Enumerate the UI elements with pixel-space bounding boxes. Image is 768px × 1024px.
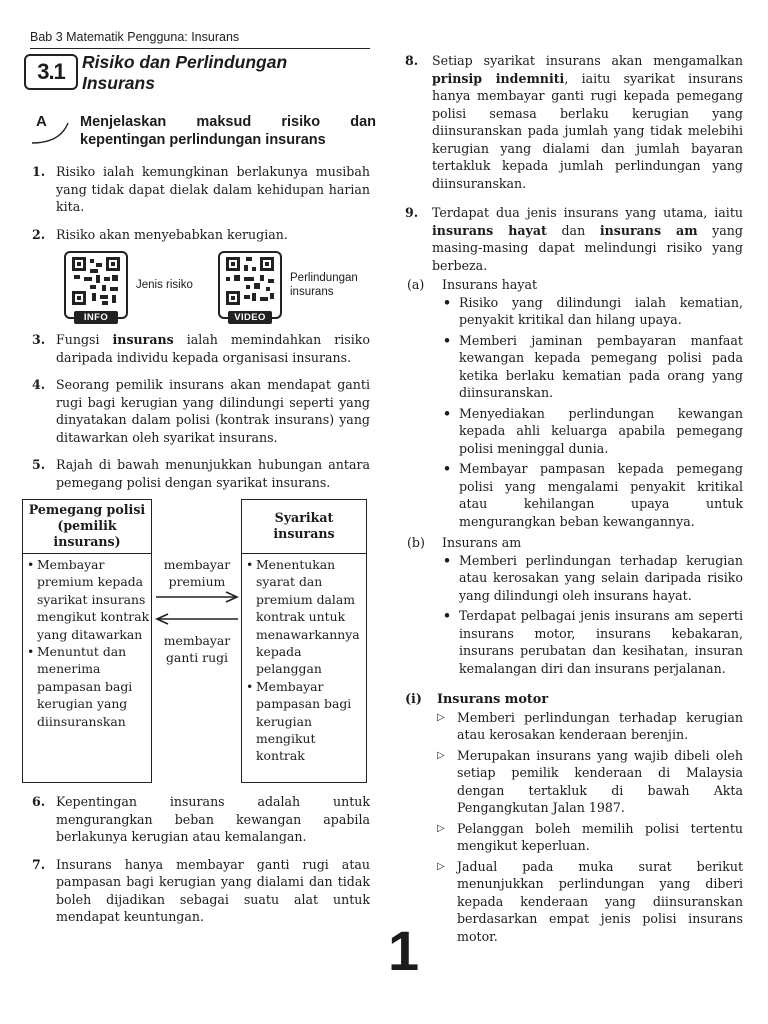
motor-point-text: Pelanggan boleh memilih polisi tertentu mengikut keperluan. bbox=[457, 820, 743, 853]
policyholder-body-box bbox=[22, 553, 152, 783]
qr-info-frame[interactable] bbox=[64, 251, 128, 323]
arrow-right-icon bbox=[154, 591, 240, 603]
item-number: 5. bbox=[32, 457, 46, 472]
item-text-post: ialah memindahkan risiko daripada individu kepada organisasi insurans. bbox=[56, 332, 371, 365]
bullet-item: • Memberi jaminan pembayaran manfaat kewangan kepada pemegang polisi pada ketika berlaku kematian pada orang yang diinsuranskan. bbox=[405, 332, 743, 402]
relationship-diagram bbox=[30, 499, 370, 783]
section-number-badge: 3.1 bbox=[24, 54, 78, 90]
item-number: 2. bbox=[32, 226, 46, 242]
qr-video-label bbox=[290, 271, 358, 299]
motor-point-text: Merupakan insurans yang wajib dibeli oleh setiap pemilik kenderaan di Malaysia dengan tertakluk di bawah Akta Pengangkutan Jalan 1987. bbox=[457, 747, 743, 815]
policyholder-title: Pemegang polisi (pemilik insurans) bbox=[28, 502, 146, 549]
bullet-item: • Menyediakan perlindungan kewangan kepada ahli keluarga apabila pemegang polisi meninggal dunia. bbox=[405, 405, 743, 458]
item-text: Risiko ialah kemungkinan berlakunya musibah yang tidak dapat dielak dalam kehidupan harian kita. bbox=[56, 164, 370, 214]
policyholder-bullet: • Membayar premium kepada syarikat insurans mengikut kontrak yang ditawarkan bbox=[27, 556, 151, 643]
list-item bbox=[30, 226, 370, 244]
item-text-bold: prinsip indemniti bbox=[432, 70, 565, 86]
insurer-title: Syarikat insurans bbox=[273, 510, 335, 541]
item-text-post: , iaitu syarikat insurans hanya membayar ganti rugi kepada pemegang polisi semasa berlaku kerugian yang diinsuranskan pada jumlah yang tidak melebihi kerugian yang dialami dan jumlah bayaran tertakluk kepada jumlah perlindungan yang diinsuranskan. bbox=[432, 70, 743, 191]
qr-code-icon bbox=[226, 257, 274, 305]
sub-label: Insurans am bbox=[442, 535, 522, 550]
item-number: 1. bbox=[32, 164, 46, 179]
triangle-bullet-icon: ▷ bbox=[437, 822, 445, 834]
sub-heading-b bbox=[405, 534, 743, 552]
policyholder-bullets bbox=[23, 554, 151, 730]
item-text-bold: insurans bbox=[112, 332, 174, 347]
chapter-header: Bab 3 Matematik Pengguna: Insurans bbox=[30, 30, 240, 44]
bullet-item: • Membayar pampasan kepada pemegang polisi yang mengalami penyakit kritikal atau kehilangan upaya untuk mengurangkan beban kewangannya. bbox=[405, 460, 743, 530]
list-item bbox=[30, 856, 370, 926]
arrow-top-label: membayar premium bbox=[163, 557, 231, 589]
heading-label: Insurans motor bbox=[437, 692, 549, 707]
sub-number: (a) bbox=[407, 277, 425, 292]
qr-video-frame[interactable] bbox=[218, 251, 282, 323]
item-text-pre: Fungsi bbox=[56, 332, 113, 347]
heading-number: (i) bbox=[405, 692, 422, 707]
qr-info-block[interactable] bbox=[64, 251, 193, 323]
list-item bbox=[30, 331, 370, 366]
policyholder-bullet: • Menuntut dan menerima pampasan bagi kerugian yang diinsuranskan bbox=[27, 643, 151, 730]
insurer-body-box bbox=[241, 553, 367, 783]
item-text-post: yang masing-masing dapat melindungi risiko yang berbeza. bbox=[432, 222, 743, 273]
qr-info-label: Jenis risiko bbox=[136, 279, 193, 291]
item-text: Insurans hanya membayar ganti rugi atau pampasan bagi kerugian yang dialami dan tidak boleh dijadikan sebagai suatu alat untuk mendapat keuntungan. bbox=[56, 856, 370, 924]
bullet-item: • Terdapat pelbagai jenis insurans am seperti insurans motor, insurans kebakaran, insurans perubatan dan kesihatan, insuran kemalangan diri dan insurans perjalanan. bbox=[405, 607, 743, 677]
section-title-block bbox=[30, 48, 370, 105]
item-number: 8. bbox=[405, 53, 419, 68]
motor-insurance-heading bbox=[405, 691, 743, 709]
section-title bbox=[82, 52, 287, 94]
item-text-mid: dan bbox=[546, 222, 600, 238]
item-text: Kepentingan insurans adalah untuk mengurangkan beban kewangan apabila berlakunya kerugian atau kemalangan. bbox=[56, 794, 370, 844]
item-number: 9. bbox=[405, 205, 419, 220]
item-text: Rajah di bawah menunjukkan hubungan antara pemegang polisi dengan syarikat insurans. bbox=[56, 457, 370, 490]
qr-video-label-line1: Perlindungan bbox=[290, 272, 358, 284]
sub-heading-a bbox=[405, 276, 743, 294]
insurer-bullets bbox=[242, 554, 366, 765]
item-text-bold: insurans am bbox=[599, 222, 698, 238]
motor-point-text: Memberi perlindungan terhadap kerugian atau kerosakan kenderaan berenjin. bbox=[457, 709, 743, 742]
item-number: 3. bbox=[32, 332, 46, 347]
insurer-bullet: • Membayar pampasan bagi kerugian mengikut kontrak bbox=[246, 678, 366, 765]
item-number: 4. bbox=[32, 377, 46, 392]
page-number: 1 bbox=[388, 919, 420, 982]
item-text-pre: Setiap syarikat insurans akan mengamalkan bbox=[432, 53, 743, 68]
insurer-bullet: • Menentukan syarat dan premium dalam kontrak untuk menawarkannya kepada pelanggan bbox=[246, 556, 366, 678]
qr-video-label-line2: insurans bbox=[290, 286, 334, 298]
arrow-bottom-label: membayar ganti rugi bbox=[163, 633, 231, 665]
qr-info-tag: INFO bbox=[74, 311, 118, 324]
item-text-bold: insurans hayat bbox=[432, 222, 547, 238]
motor-point bbox=[405, 858, 743, 946]
motor-point bbox=[405, 820, 743, 855]
right-column bbox=[405, 52, 743, 948]
insurer-title-box bbox=[241, 499, 367, 555]
item-text: Risiko akan menyebabkan kerugian. bbox=[56, 226, 288, 242]
list-item bbox=[405, 204, 743, 274]
motor-point bbox=[405, 709, 743, 744]
qr-video-tag: VIDEO bbox=[228, 311, 272, 324]
triangle-bullet-icon: ▷ bbox=[437, 749, 445, 761]
bullet-item: • Risiko yang dilindungi ialah kematian, penyakit kritikal dan hilang upaya. bbox=[405, 294, 743, 329]
motor-point-text: Jadual pada muka surat berikut menunjukkan perlindungan yang diberi kepada kenderaan yang diinsuranskan berdasarkan empat jenis polisi insurans motor. bbox=[457, 858, 743, 944]
sub-number: (b) bbox=[407, 535, 425, 550]
list-item bbox=[30, 163, 370, 216]
subsection-heading bbox=[30, 113, 376, 153]
section-title-line1: Risiko dan Perlindungan bbox=[82, 52, 288, 72]
item-text-pre: Terdapat dua jenis insurans yang utama, iaitu bbox=[432, 205, 743, 220]
qr-video-block[interactable] bbox=[218, 251, 358, 323]
sub-label: Insurans hayat bbox=[442, 277, 538, 292]
item-text: Seorang pemilik insurans akan mendapat ganti rugi bagi kerugian yang dilindungi seperti yang dinyatakan dalam polisi (kontrak insurans) yang ditawarkan oleh syarikat insurans. bbox=[56, 377, 370, 445]
triangle-bullet-icon: ▷ bbox=[437, 711, 445, 723]
list-item bbox=[30, 793, 370, 846]
list-item bbox=[30, 456, 370, 491]
qr-code-icon bbox=[72, 257, 120, 305]
policyholder-title-box bbox=[22, 499, 152, 555]
arrow-left-icon bbox=[154, 613, 240, 625]
bullet-item: • Memberi perlindungan terhadap kerugian atau kerosakan yang selain daripada risiko yang dilindungi oleh insurans hayat. bbox=[405, 552, 743, 605]
subsection-title: Menjelaskan maksud risiko dan kepentingan perlindungan insurans bbox=[80, 114, 376, 148]
subsection-letter: A bbox=[36, 113, 47, 130]
item-number: 7. bbox=[32, 856, 46, 872]
list-item bbox=[30, 376, 370, 446]
left-column bbox=[28, 30, 376, 926]
motor-point bbox=[405, 747, 743, 817]
list-item bbox=[405, 52, 743, 192]
triangle-bullet-icon: ▷ bbox=[437, 860, 445, 872]
section-title-line2: Insurans bbox=[82, 73, 155, 93]
qr-code-row bbox=[30, 251, 370, 321]
item-number: 6. bbox=[32, 794, 46, 809]
